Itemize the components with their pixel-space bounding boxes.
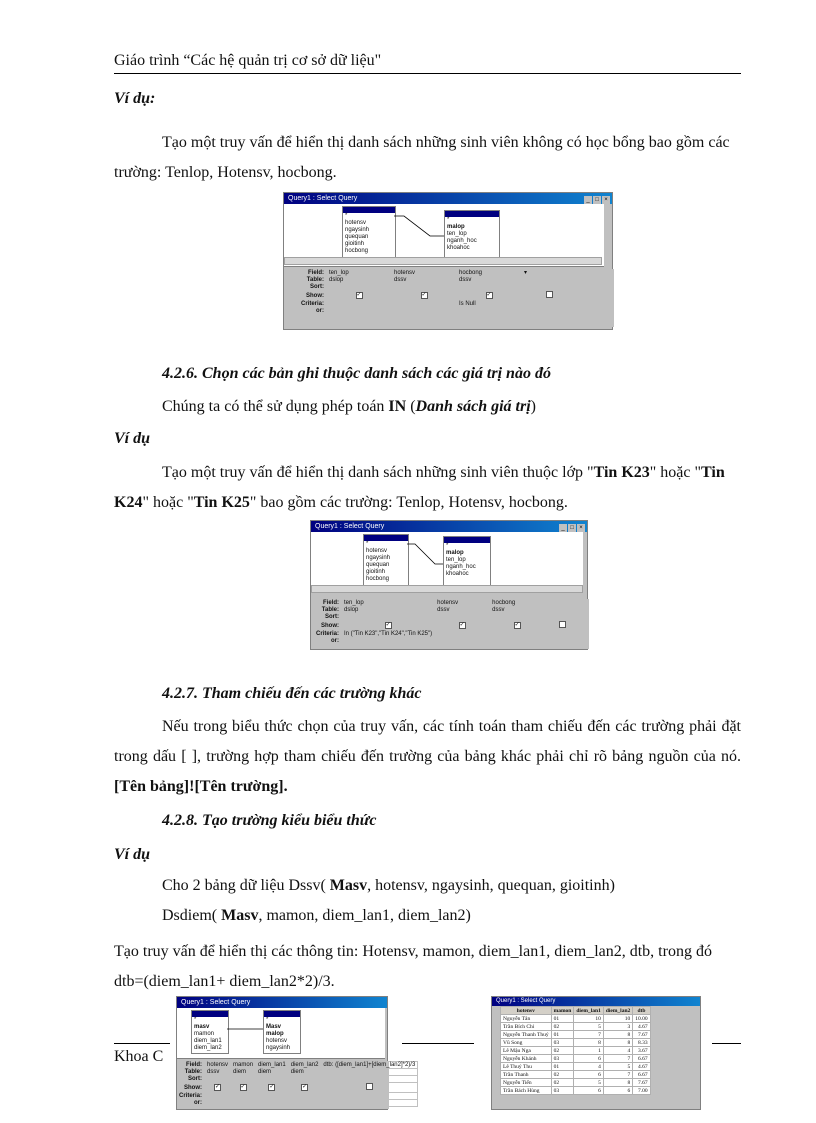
grid-cell[interactable]: diem [288, 1069, 321, 1076]
design-grid: Field: hotensv mamon diem_lan1 diem_lan2 dtb: ([diem_lan1]+[diem_lan2]*2)/3 Table: dssv diem diem diem Sort: Show: ✓ ✓ ✓ ✓ Criteria: or: [177, 1061, 389, 1109]
minimize-icon[interactable]: _ [584, 196, 592, 204]
grid-cell[interactable]: hocbong [457, 270, 522, 277]
grid-cell[interactable]: ten_lop [327, 270, 392, 277]
maximize-icon[interactable]: □ [593, 196, 601, 204]
table-row[interactable] [501, 1031, 651, 1039]
grid-cell[interactable] [256, 1093, 289, 1100]
table-cell: Lê Mậu Nga [501, 1047, 552, 1055]
window-titlebar [284, 193, 612, 204]
table-row[interactable] [501, 1071, 651, 1079]
field-item[interactable]: Masv [266, 1024, 282, 1030]
table-cell: 02 [551, 1071, 574, 1079]
table-cell: 01 [551, 1063, 574, 1071]
table-row[interactable] [501, 1023, 651, 1031]
field-item[interactable]: quequan [366, 562, 390, 568]
table-dslop[interactable] [443, 536, 491, 588]
window-titlebar [311, 521, 587, 532]
query-design-window[interactable] [310, 520, 588, 650]
grid-cell[interactable] [231, 1076, 256, 1083]
table-row[interactable] [501, 1015, 651, 1023]
table-row[interactable] [501, 1063, 651, 1071]
field-item[interactable]: * [266, 1017, 269, 1023]
field-item[interactable]: mamon [194, 1031, 215, 1037]
table-cell: 5 [574, 1023, 603, 1031]
table-row[interactable] [501, 1087, 651, 1095]
query-design-window[interactable] [283, 192, 613, 330]
table-cell: 7 [603, 1071, 632, 1079]
show-checkbox[interactable] [301, 1084, 308, 1091]
table-pane [177, 1008, 385, 1059]
horizontal-scrollbar[interactable] [284, 257, 602, 265]
table-cell: Nguyễn Tân [501, 1015, 552, 1023]
table-cell: 4 [574, 1063, 603, 1071]
grid-cell[interactable] [205, 1093, 231, 1100]
table-cell: 7.67 [633, 1031, 650, 1039]
show-checkbox[interactable] [366, 1083, 373, 1090]
footer-rule [402, 1043, 474, 1044]
field-item[interactable]: hocbong [345, 248, 369, 254]
column-header[interactable]: hotensv [501, 1007, 552, 1015]
field-item[interactable]: * [194, 1017, 197, 1023]
task-paragraph: Tạo truy vấn để hiển thị các thông tin: Hotensv, mamon, diem_lan1, diem_lan2, dtb, trong đó dtb=(diem_lan1+ diem_lan2*2)/3. [114, 943, 712, 990]
window-titlebar [492, 997, 700, 1006]
field-item[interactable]: khoahoc [446, 571, 469, 577]
table-cell: 10 [574, 1015, 603, 1023]
close-icon[interactable]: × [602, 196, 610, 204]
table-cell: 6 [574, 1055, 603, 1063]
table-cell: 8 [603, 1031, 632, 1039]
table-row[interactable] [501, 1055, 651, 1063]
table-dsdiem[interactable] [191, 1010, 229, 1054]
running-header: Giáo trình “Các hệ quản trị cơ sở dữ liệu" [114, 52, 382, 69]
footer-rule [712, 1043, 741, 1044]
show-checkbox[interactable] [268, 1084, 275, 1091]
table-cell: 8 [603, 1079, 632, 1087]
table-cell: 8.33 [633, 1039, 650, 1047]
column-header[interactable]: diem_lan1 [574, 1007, 603, 1015]
grid-cell[interactable]: diem [231, 1069, 256, 1076]
table-cell: 6 [574, 1071, 603, 1079]
field-item[interactable]: ngaysinh [266, 1045, 291, 1051]
table-cell: 5 [603, 1063, 632, 1071]
grid-cell[interactable] [321, 1093, 418, 1100]
table-dssv[interactable] [263, 1010, 301, 1054]
table-cell: 02 [551, 1047, 574, 1055]
table-cell: 4.67 [633, 1023, 650, 1031]
table-dssv[interactable] [342, 206, 396, 258]
table-cell: 6.67 [633, 1055, 650, 1063]
grid-cell[interactable] [205, 1076, 231, 1083]
field-item[interactable]: quequan [345, 234, 369, 240]
table-cell: 10.00 [633, 1015, 650, 1023]
field-item[interactable]: * [447, 217, 450, 223]
field-item[interactable]: khoahoc [447, 245, 470, 251]
grid-cell[interactable] [205, 1083, 231, 1093]
criteria-cell[interactable]: In ("Tin K23","Tin K24","Tin K25") [342, 631, 435, 638]
grid-cell[interactable]: diem [256, 1069, 289, 1076]
table-row[interactable] [501, 1039, 651, 1047]
grid-cell[interactable]: diem_lan1 [256, 1062, 289, 1069]
table-cell: 02 [551, 1079, 574, 1087]
table-def-line: Cho 2 bảng dữ liệu Dssv( Masv, hotensv, ngaysinh, quequan, gioitinh) [162, 877, 615, 894]
field-item[interactable]: masv [194, 1024, 210, 1030]
table-cell: 4 [603, 1047, 632, 1055]
grid-cell[interactable] [205, 1100, 231, 1107]
footer-rule [114, 1043, 170, 1044]
table-cell: 3 [603, 1023, 632, 1031]
field-item[interactable]: diem_lan2 [194, 1045, 222, 1051]
result-datasheet[interactable] [500, 1006, 651, 1095]
grid-cell[interactable] [231, 1093, 256, 1100]
field-list [343, 213, 395, 255]
table-cell: 7.00 [633, 1087, 650, 1095]
grid-cell[interactable]: hotensv [205, 1062, 231, 1069]
grid-cell[interactable] [321, 1069, 418, 1076]
table-cell: Nguyễn Thanh Thuý [501, 1031, 552, 1039]
window-title: Query1 : Select Query [288, 195, 358, 202]
example-paragraph: Tạo một truy vấn để hiển thị danh sách những sinh viên không có học bổng bao gồm các trường: Tenlop, Hotensv, hocbong. [114, 134, 730, 181]
section-heading: 4.2.6. Chọn các bản ghi thuộc danh sách các giá trị nào đó [162, 365, 551, 382]
field-item[interactable]: nganh_hoc [447, 238, 477, 244]
table-cell: 1 [574, 1047, 603, 1055]
field-item[interactable]: ten_lop [447, 231, 467, 237]
table-cell: Trần Thanh [501, 1071, 552, 1079]
table-cell: 8 [574, 1039, 603, 1047]
grid-cell[interactable] [288, 1100, 321, 1107]
field-item[interactable]: diem_lan1 [194, 1038, 222, 1044]
grid-cell[interactable]: diem_lan2 [288, 1062, 321, 1069]
query-result-window[interactable] [491, 996, 701, 1110]
show-checkbox[interactable] [421, 292, 428, 299]
table-cell: 7 [603, 1055, 632, 1063]
field-list [192, 1017, 228, 1052]
maximize-icon[interactable]: □ [568, 524, 576, 532]
field-item[interactable]: gioitinh [366, 569, 386, 575]
grid-cell[interactable] [256, 1083, 289, 1093]
table-row[interactable] [501, 1047, 651, 1055]
field-list [364, 541, 408, 583]
example-label: Ví dụ: [114, 90, 156, 107]
field-item[interactable]: gioitinh [345, 241, 365, 247]
table-cell: Vũ Song [501, 1039, 552, 1047]
table-cell: 01 [551, 1031, 574, 1039]
table-cell: 5 [574, 1079, 603, 1087]
design-grid: Field: ten_lop hotensv hocbong Table: dslop dssv dssv Sort: Show: ✓ ✓ ✓ Criteria: In ("Tin K23","Tin K24","Tin K25") or: [311, 599, 589, 649]
table-cell: Lê Thuý Thu [501, 1063, 552, 1071]
field-item[interactable]: ngaysinh [366, 555, 391, 561]
window-titlebar [177, 997, 387, 1008]
grid-cell[interactable]: mamon [231, 1062, 256, 1069]
table-cell: 01 [551, 1015, 574, 1023]
field-item[interactable]: malop [446, 550, 464, 556]
table-dslop[interactable] [444, 210, 500, 260]
column-header[interactable]: diem_lan2 [603, 1007, 632, 1015]
grid-cell[interactable] [288, 1093, 321, 1100]
grid-cell[interactable] [256, 1100, 289, 1107]
table-cell: 6 [603, 1087, 632, 1095]
show-checkbox[interactable] [546, 291, 553, 298]
grid-cell[interactable] [231, 1083, 256, 1093]
field-item[interactable]: hotensv [345, 220, 367, 226]
show-checkbox[interactable] [459, 622, 466, 629]
table-cell: Nguyễn Khánh [501, 1055, 552, 1063]
show-checkbox[interactable] [559, 621, 566, 628]
table-cell: Trần Bách Hùng [501, 1087, 552, 1095]
window-title: Query1 : Select Query [315, 523, 385, 530]
field-item[interactable]: hotensv [266, 1038, 288, 1044]
field-item[interactable]: hotensv [366, 548, 388, 554]
grid-cell[interactable] [321, 1083, 418, 1093]
table-cell: 03 [551, 1039, 574, 1047]
table-cell: 6.67 [633, 1071, 650, 1079]
field-list [444, 543, 490, 578]
grid-cell[interactable] [231, 1100, 256, 1107]
window-title: Query1 : Select Query [181, 999, 251, 1006]
grid-cell[interactable]: dssv [205, 1069, 231, 1076]
table-cell: Nguyễn Tiến [501, 1079, 552, 1087]
section-paragraph: Nếu trong biểu thức chọn của truy vấn, các tính toán tham chiếu đến các trường phải đặt trong dấu [ ], trường hợp tham chiếu đến trường của bảng khác phải chỉ rõ bảng nguồn của nó. [Tên bảng]![Tên trường]. [114, 718, 741, 795]
column-header[interactable]: mamon [551, 1007, 574, 1015]
join-line [407, 542, 443, 572]
field-item[interactable]: * [345, 213, 348, 219]
table-row[interactable] [501, 1079, 651, 1087]
table-cell: 03 [551, 1087, 574, 1095]
field-item[interactable]: malop [447, 224, 465, 230]
table-pane [311, 532, 583, 593]
field-item[interactable]: ngaysinh [345, 227, 370, 233]
show-checkbox[interactable] [385, 622, 392, 629]
horizontal-scrollbar[interactable] [311, 585, 583, 593]
example-paragraph: Tạo một truy vấn để hiển thị danh sách những sinh viên thuộc lớp "Tin K23" hoặc "Tin K24" hoặc "Tin K25" bao gồm các trường: Tenlop, Hotensv, hocbong. [114, 464, 725, 511]
join-line [227, 1026, 263, 1036]
grid-cell[interactable]: ▾ [522, 270, 577, 277]
grid-cell[interactable] [321, 1100, 418, 1107]
show-checkbox[interactable] [514, 622, 521, 629]
grid-cell[interactable] [288, 1076, 321, 1083]
grid-cell[interactable] [256, 1076, 289, 1083]
field-item[interactable]: hocbong [366, 576, 390, 582]
show-checkbox[interactable] [356, 292, 363, 299]
field-item[interactable]: ten_lop [446, 557, 466, 563]
table-cell: 7.67 [633, 1079, 650, 1087]
field-list [445, 217, 499, 252]
query-design-window[interactable] [176, 996, 416, 1110]
example-label: Ví dụ [114, 430, 151, 447]
window-title: Query1 : Select Query [496, 998, 556, 1004]
close-icon[interactable]: × [577, 524, 585, 532]
example-label: Ví dụ [114, 846, 151, 863]
minimize-icon[interactable]: _ [559, 524, 567, 532]
field-item[interactable]: * [446, 543, 449, 549]
header-rule [114, 73, 741, 74]
field-item[interactable]: nganh_hoc [446, 564, 476, 570]
show-checkbox[interactable] [214, 1084, 221, 1091]
table-cell: 02 [551, 1023, 574, 1031]
field-list [264, 1017, 300, 1052]
grid-cell[interactable]: hotensv [392, 270, 457, 277]
grid-cell[interactable]: dtb: ([diem_lan1]+[diem_lan2]*2)/3 [321, 1062, 418, 1069]
table-cell: 4.67 [633, 1063, 650, 1071]
table-cell: 6 [574, 1087, 603, 1095]
design-grid: Field: ten_lop hotensv hocbong ▾ Table: dslop dssv dssv Sort: Show: ✓ ✓ ✓ Criteria: Is Null or: [284, 269, 614, 327]
table-cell: 3.67 [633, 1047, 650, 1055]
show-checkbox[interactable] [240, 1084, 247, 1091]
grid-cell[interactable] [321, 1076, 418, 1083]
section-heading: 4.2.8. Tạo trường kiểu biểu thức [162, 812, 377, 829]
grid-cell[interactable] [288, 1083, 321, 1093]
table-cell: 10 [603, 1015, 632, 1023]
join-line [394, 214, 444, 244]
section-text: Chúng ta có thể sử dụng phép toán IN (Danh sách giá trị) [162, 398, 536, 415]
field-item[interactable]: * [366, 541, 369, 547]
table-dssv[interactable] [363, 534, 409, 586]
field-item[interactable]: malop [266, 1031, 284, 1037]
footer-text: Khoa C [114, 1048, 164, 1065]
column-header[interactable]: dtb [633, 1007, 650, 1015]
table-cell: Trần Bích Chi [501, 1023, 552, 1031]
table-cell: 03 [551, 1055, 574, 1063]
section-heading: 4.2.7. Tham chiếu đến các trường khác [162, 685, 422, 702]
table-def-line: Dsdiem( Masv, mamon, diem_lan1, diem_lan2) [162, 907, 471, 924]
table-cell: 8 [603, 1039, 632, 1047]
show-checkbox[interactable] [486, 292, 493, 299]
table-cell: 7 [574, 1031, 603, 1039]
